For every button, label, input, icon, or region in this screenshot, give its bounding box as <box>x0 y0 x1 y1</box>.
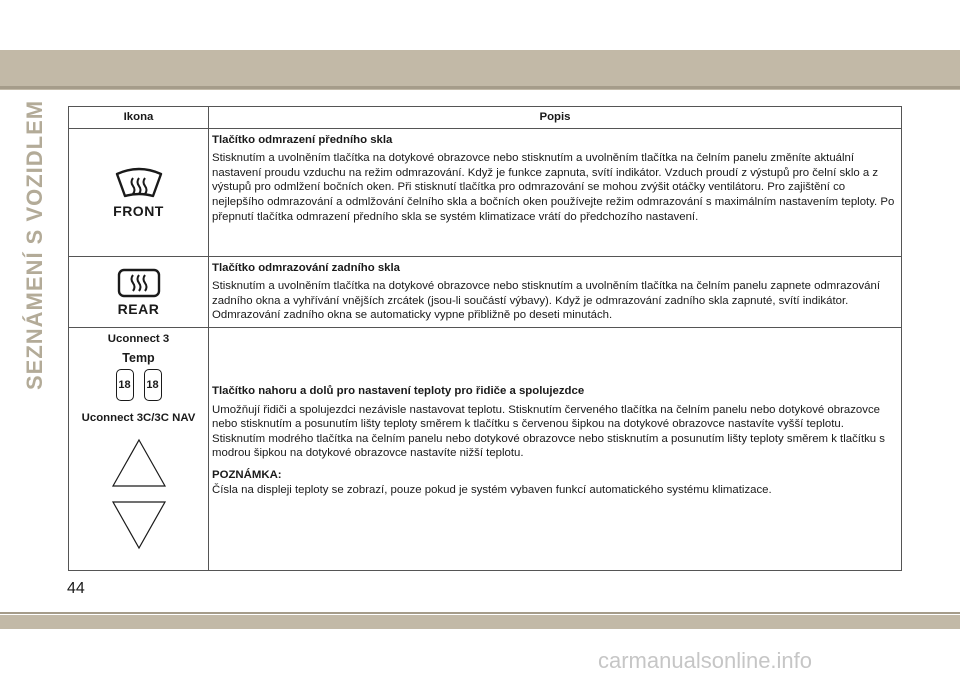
row-body: Umožňují řidiči a spolujezdci nezávisle nastavovat teplotu. Stisknutím červeného tlačítka na čelním panelu nebo dotykové obrazovce nebo stisknutím a posunutím lišty teploty směrem k tlačítku s červenou šipkou na dotykové obrazovce nastavíte vyšší teplotu. Stisknutím modrého tlačítka na čelním panelu nebo dotykové obrazovce nebo stisknutím a posunutím lišty teploty směrem k tlačítku s modrou šipkou na dotykové obrazovce nastavíte nižší teplotu. <box>212 403 886 460</box>
icon-cell <box>69 327 209 570</box>
front-defrost-icon <box>109 166 169 202</box>
icon-cell <box>69 256 209 327</box>
description-cell <box>209 256 902 327</box>
passenger-temp-value: 18 <box>146 378 159 391</box>
icon-cell <box>69 128 209 256</box>
row-body: Stisknutím a uvolněním tlačítka na dotykové obrazovce nebo stisknutím a uvolněním tlačítka na čelním panelu zapnete odmrazování zadního okna a vyhřívání vnějších zrcátek (jsou-li součástí výbavy). Když je odmrazování zadního skla zapnuté, svítí indikátor. Odmrazování zadního okna se automaticky vypne přibližně po deseti minutách. <box>212 280 880 322</box>
temp-down-arrow-icon <box>111 500 167 550</box>
column-header-icon: Ikona <box>69 107 209 129</box>
watermark: carmanualsonline.info <box>598 648 813 673</box>
temp-up-arrow-icon <box>111 438 167 488</box>
description-cell <box>209 327 902 570</box>
controls-table <box>68 106 902 571</box>
rear-label: REAR <box>117 300 160 317</box>
row-title: Tlačítko odmrazování zadního skla <box>212 261 400 274</box>
temp-display-pair <box>71 369 206 401</box>
column-header-description: Popis <box>209 107 902 129</box>
header-rule <box>0 86 960 89</box>
driver-temp-value: 18 <box>118 378 131 391</box>
driver-temp-display <box>116 369 134 401</box>
table-header-row <box>69 107 902 129</box>
section-title: SEZNÁMENÍ S VOZIDLEM <box>22 99 47 390</box>
passenger-temp-display <box>144 369 162 401</box>
description-cell <box>209 128 902 256</box>
table-row <box>69 256 902 327</box>
footer-band <box>0 615 960 629</box>
footer-rule <box>0 612 960 614</box>
temp-label: Temp <box>122 350 155 365</box>
uconnect-3c-label: Uconnect 3C/3C NAV <box>81 412 196 425</box>
note-body: Čísla na displeji teploty se zobrazí, pouze pokud je systém vybaven funkcí automatického systému klimatizace. <box>212 483 772 496</box>
row-title: Tlačítko nahoru a dolů pro nastavení teploty pro řidiče a spolujezdce <box>212 384 585 397</box>
header-band <box>0 50 960 90</box>
table-row <box>69 327 902 570</box>
row-title: Tlačítko odmrazení předního skla <box>212 133 393 146</box>
page-number: 44 <box>67 580 85 597</box>
note-title: POZNÁMKA: <box>212 468 282 481</box>
front-label: FRONT <box>113 202 164 219</box>
rear-defrost-icon <box>116 267 162 301</box>
uconnect-3-label: Uconnect 3 <box>107 332 170 345</box>
table-row <box>69 128 902 256</box>
row-body: Stisknutím a uvolněním tlačítka na dotykové obrazovce nebo stisknutím a uvolněním tlačítka na čelním panelu změníte aktuální nastavení proudu vzduchu na režim odmrazování. Když je funkce zapnuta, svítí indikátor. Vzduch proudí z výstupů pro čelní sklo a z výstupů pro odmlžení bočních oken. Při stisknutí tlačítka pro odmrazování se mohou zvýšit otáčky ventilátoru. Pro zajištění co nejlepšího odmrazování a odmlžování čelního skla a bočních oken používejte režim odmrazování s maximálním nastavením teploty. Po přepnutí tlačítka odmrazení předního skla se systém klimatizace vrátí do předchozího nastavení. <box>212 152 895 223</box>
